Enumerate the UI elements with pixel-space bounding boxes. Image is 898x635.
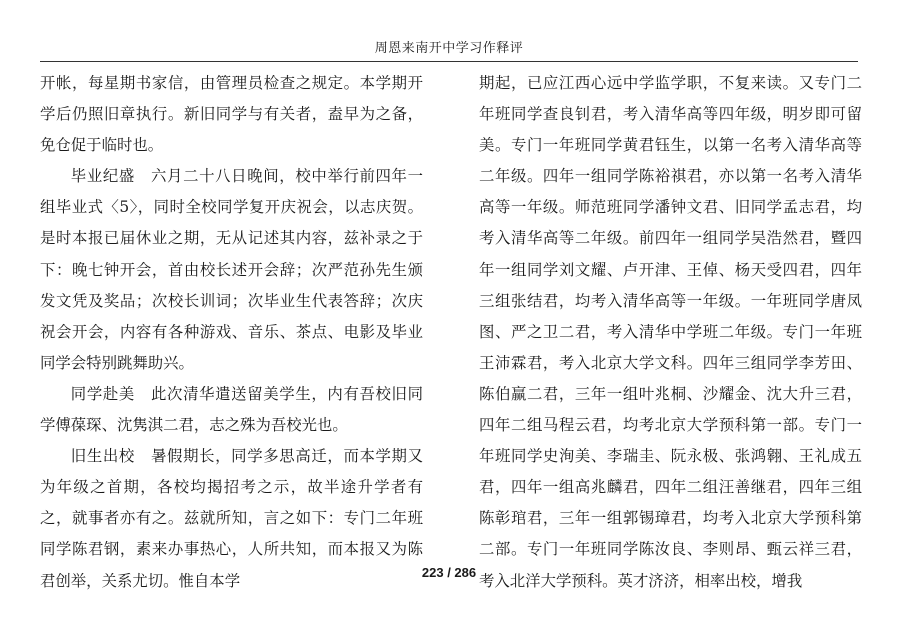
paragraph-graduation: 毕业纪盛 六月二十八日晚间，校中举行前四年一组毕业式〈5〉，同时全校同学复开庆祝会，以志庆贺。是时本报已届休业之期，无从记述其内容，兹补录之于下：晚七钟开会，首由校长述开会辞；次严范孙先生颁发文凭及奖品；次校长训词；次毕业生代表答辞；次庆祝会开会，内容有各种游戏、音乐、茶点、电影及毕业同学会特别跳舞助兴。 [40, 167, 423, 372]
left-column [40, 68, 423, 597]
paragraph-study-abroad: 同学赴美 此次清华遣送留美学生，内有吾校旧同学傅葆琛、沈隽淇二君，志之殊为吾校光也。 [40, 384, 423, 435]
page-number: 223 / 286 [421, 565, 477, 580]
right-column [479, 68, 862, 597]
running-header: 周恩来南开中学习作释评 [374, 41, 524, 56]
header-rule [40, 61, 858, 62]
paragraph-continuation: 开帐，每星期书家信，由管理员检查之规定。本学期开学后仍照旧章执行。新旧同学与有关者，盍早为之备，免仓促于临时也。 [40, 74, 423, 155]
paragraph-students-leaving: 旧生出校 暑假期长，同学多思高迁，而本学期又为年级之首期，各校均揭招考之示，故半途升学者有之，就事者亦有之。兹就所知，言之如下：专门二年班同学陈君钢，素来办事热心，人所共知，而本报又为陈君创举，关系尤切。惟自本学 [40, 447, 423, 590]
paragraph-students-leaving-continued: 期起，已应江西心远中学监学职，不复来读。又专门二年班同学查良钊君，考入清华高等四年级，明岁即可留美。专门一年班同学黄君钰生，以第一名考入清华高等二年级。四年一组同学陈裕祺君，亦以第一名考入清华高等一年级。师范班同学潘钟文君、旧同学孟志君，均考入清华高等二年级。前四年一组同学吴浩然君，暨四年一组同学刘文耀、卢开津、王倬、杨天受四君，四年三组张结君，均考入清华高等一年级。一年班同学唐凤图、严之卫二君，考入清华中学班二年级。专门一年班王沛霖君，考入北京大学文科。四年三组同学李芳田、陈伯赢二君，三年一组叶兆桐、沙耀金、沈大升三君，四年二组马程云君，均考北京大学预科第一部。专门一年班同学史洵美、李瑞圭、阮永极、张鸿翱、王礼成五君，四年一组高兆麟君，四年二组汪善继君，四年三组陈彰琯君，三年一组郭锡璋君，均考入北京大学预科第二部。专门一年班同学陈汝良、李则昂、甄云祥三君，考入北洋大学预科。英才济济，相率出校，增我 [479, 74, 862, 590]
